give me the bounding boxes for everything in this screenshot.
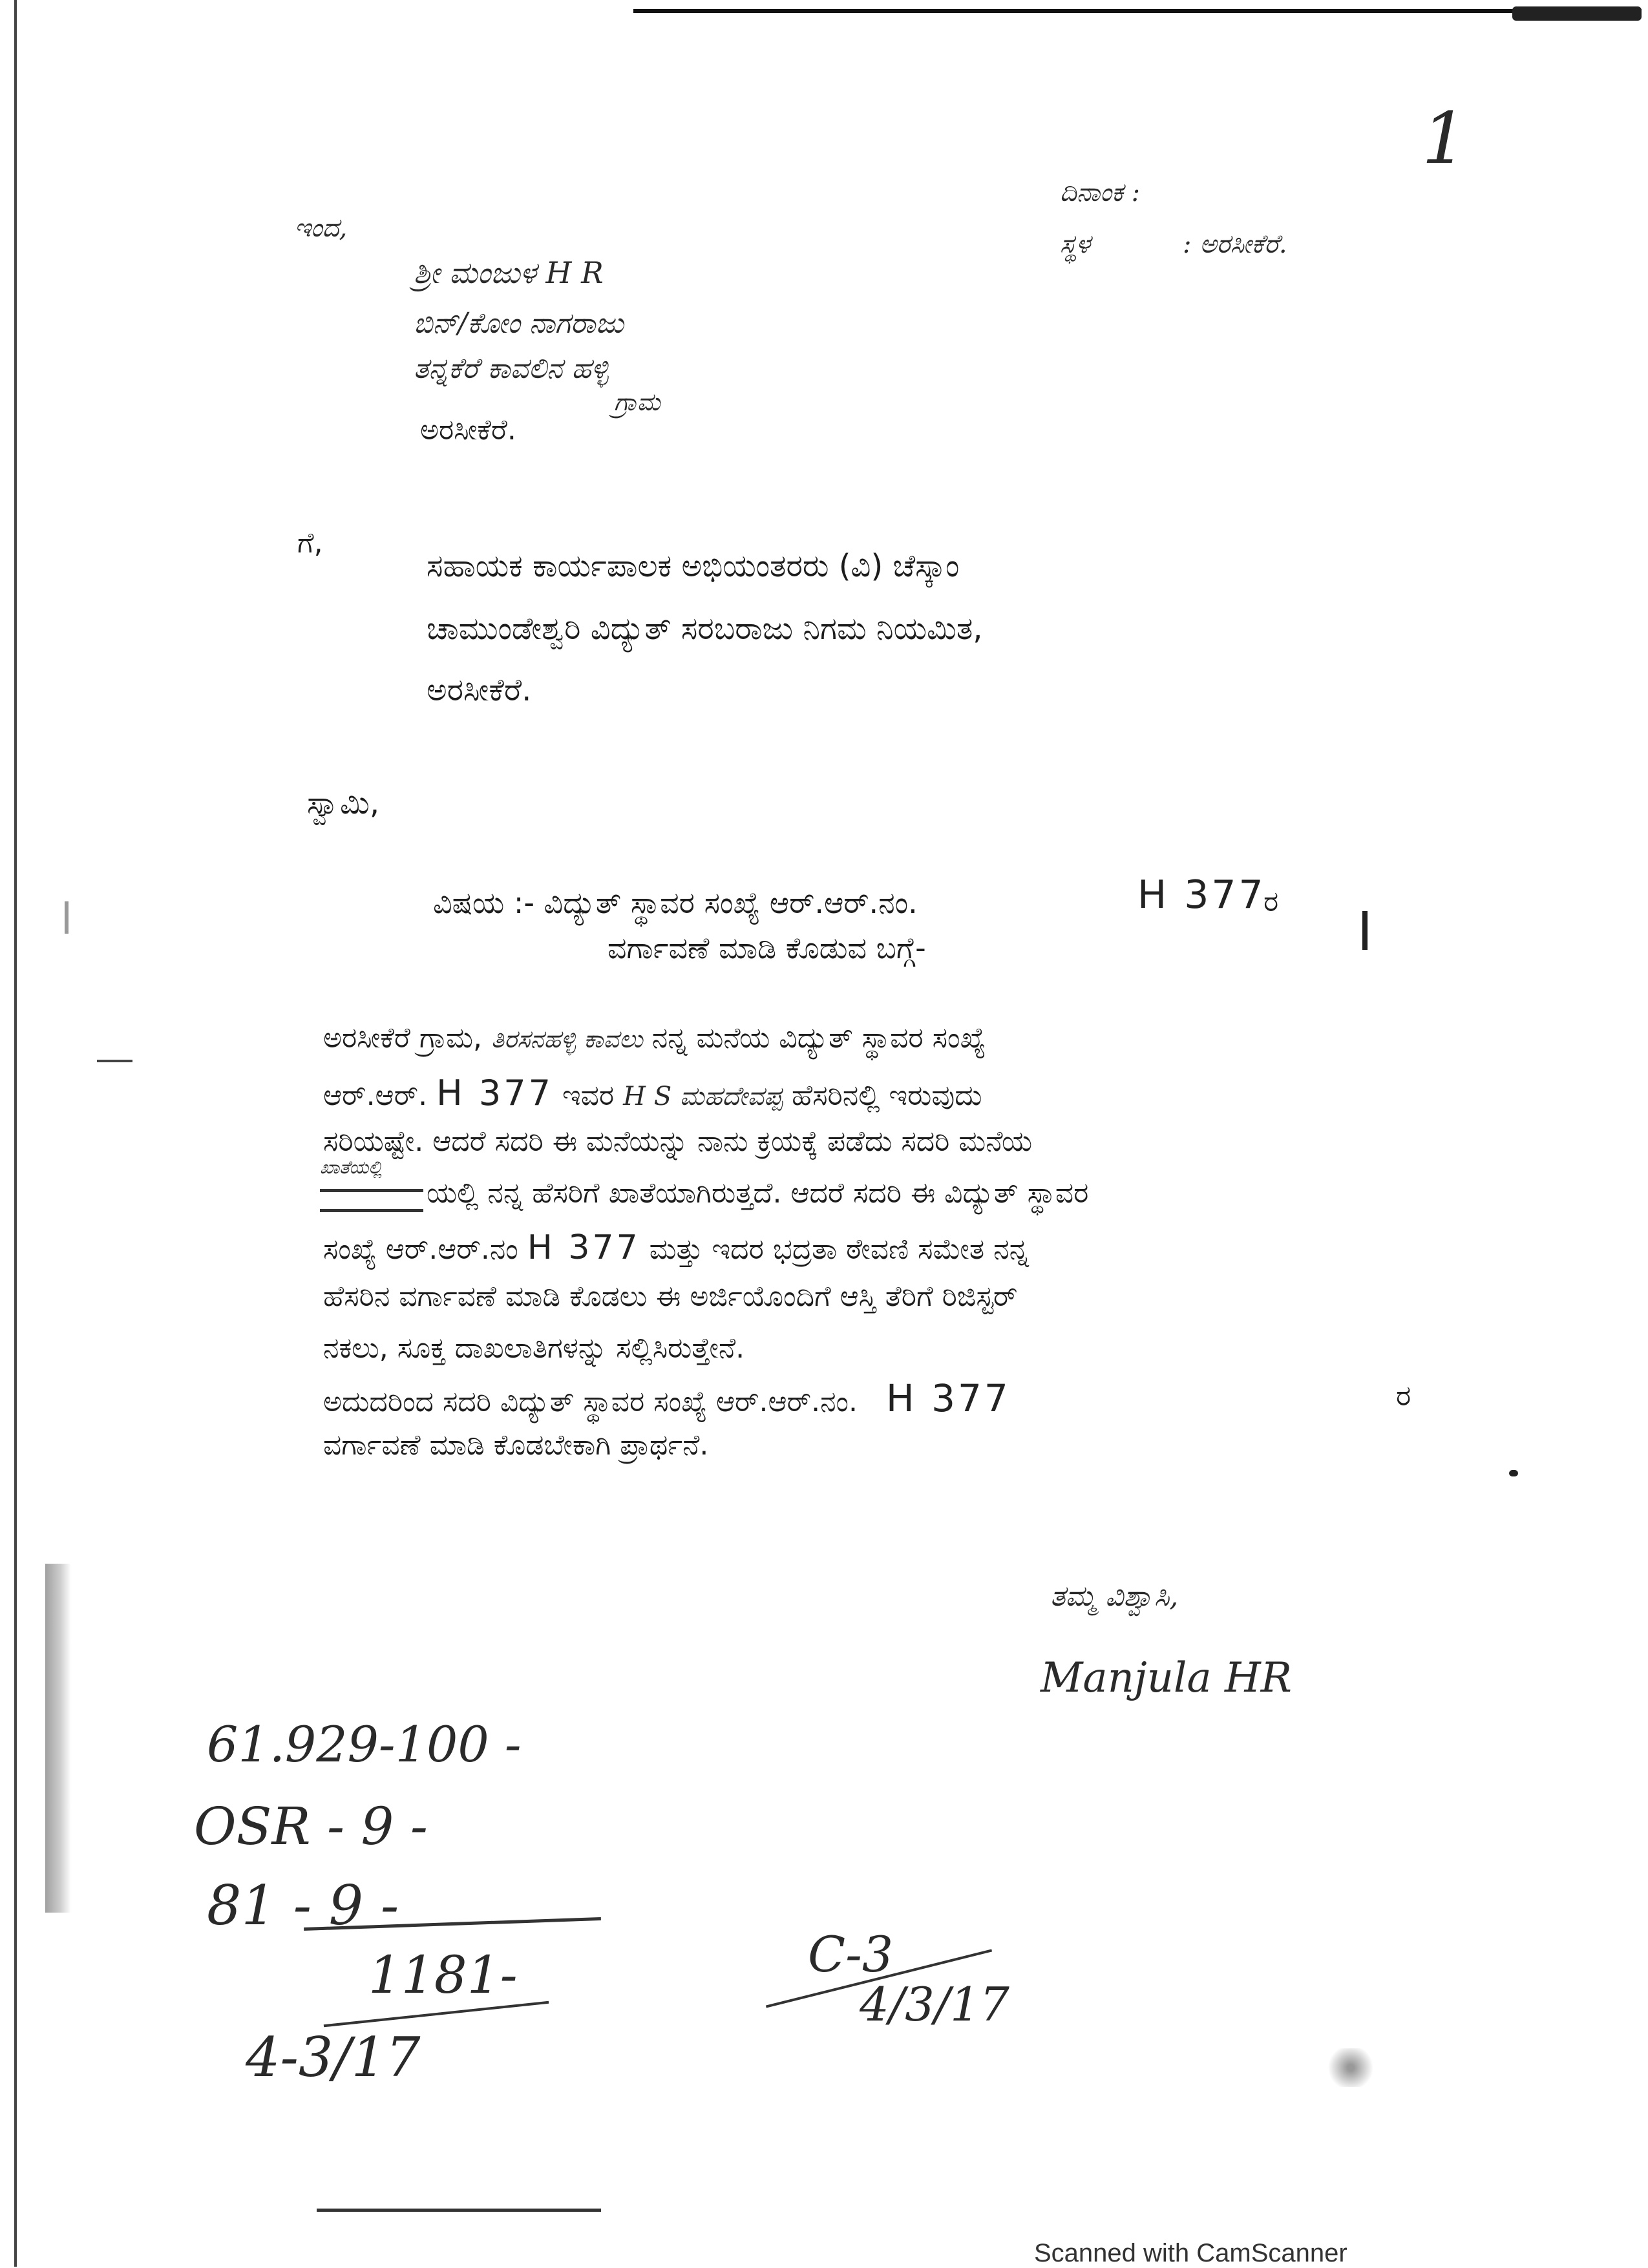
body-1d: ನನ್ನ ಮನೆಯ ವಿದ್ಯುತ್ ಸ್ಥಾವರ ಸಂಖ್ಯೆ	[651, 1022, 986, 1055]
body-line-4: ಯಲ್ಲಿ ನನ್ನ ಹೆಸರಿಗೆ ಖಾತೆಯಾಗಿರುತ್ತದೆ. ಆದರೆ ಸದರಿ ಈ ವಿದ್ಯುತ್ ಸ್ಥಾವರ	[427, 1177, 1089, 1210]
recipient-line3: ಅರಸೀಕೆರೆ.	[427, 672, 532, 708]
body-4a-overwrite: ಖಾತೆಯಲ್ಲಿ	[320, 1157, 383, 1178]
recipient-line1: ಸಹಾಯಕ ಕಾರ್ಯಪಾಲಕ ಅಭಿಯಂತರರು (ವಿ) ಚೆಸ್ಕಾಂ	[427, 548, 960, 584]
subject-line1: ವಿಷಯ :- ವಿದ್ಯುತ್ ಸ್ಥಾವರ ಸಂಖ್ಯೆ ಆರ್.ಆರ್.ನಂ.	[433, 885, 918, 920]
margin-dot-right	[1509, 1470, 1518, 1476]
sender-relation: ಬಿನ್/ಕೋಂ ನಾಗರಾಜು	[414, 307, 624, 340]
sender-address: ತನ್ನಕೆರೆ ಕಾವಲಿನ ಹಳ್ಳಿ	[414, 352, 609, 385]
calc-total: 1181-	[368, 1945, 518, 2005]
subject-line2: ವರ್ಗಾವಣೆ ಮಾಡಿ ಕೊಡುವ ಬಗ್ಗೆ-	[607, 930, 926, 965]
calc-line-2: OSR - 9 -	[194, 1796, 428, 1856]
sender-address2: ಗ್ರಾಮ	[614, 388, 660, 416]
body-4-strikeout	[320, 1189, 423, 1212]
body-5a: ಸಂಖ್ಯೆ ಆರ್.ಆರ್.ನಂ	[323, 1233, 518, 1266]
from-label: ಇಂದ,	[294, 213, 348, 243]
calc-line-3: 81 - 9 -	[207, 1874, 399, 1937]
officer-note: C-3	[808, 1926, 894, 1983]
body-1a: ಅರಸೀಕೆರೆ	[323, 1022, 410, 1055]
sender-town: ಅರಸೀಕೆರೆ.	[420, 414, 516, 446]
body-line-5	[323, 1228, 1029, 1267]
margin-dash-left	[97, 1060, 132, 1062]
signature: Manjula HR	[1041, 1654, 1292, 1702]
scan-shadow	[45, 1564, 71, 1913]
body-line-3: ಸರಿಯಷ್ಟೇ. ಆದರೆ ಸದರಿ ಈ ಮನೆಯನ್ನು ನಾನು ಕ್ರಯಕ್ಕೆ ಪಡೆದು ಸದರಿ ಮನೆಯ	[323, 1125, 1033, 1158]
calc-line-1: 61.929-100 -	[207, 1716, 522, 1773]
subject-suffix: ರ	[1263, 885, 1279, 918]
body-8c: ರ	[1396, 1380, 1411, 1412]
body-2d: H S ಮಹದೇವಪ್ಪ	[623, 1082, 783, 1111]
scan-smudge	[1325, 2048, 1377, 2087]
body-line-8	[323, 1376, 1011, 1420]
body-2a: ಆರ್.ಆರ್.	[323, 1079, 428, 1112]
salutation: ಸ್ವಾಮಿ,	[307, 785, 380, 821]
top-edge-line	[633, 9, 1642, 13]
body-2b: H 377	[436, 1073, 553, 1113]
sender-name: ಶ್ರೀ ಮಂಜುಳ H R	[414, 255, 604, 290]
body-5b: H 377	[527, 1228, 640, 1267]
body-2e: ಹೆಸರಿನಲ್ಲಿ ಇರುವುದು	[791, 1079, 982, 1112]
recipient-line2: ಚಾಮುಂಡೇಶ್ವರಿ ವಿದ್ಯುತ್ ಸರಬರಾಜು ನಿಗಮ ನಿಯಮಿತ,	[427, 611, 983, 647]
body-line-1	[323, 1024, 986, 1053]
body-1b: ಗ್ರಾಮ,	[419, 1022, 491, 1055]
top-edge-blot	[1512, 6, 1642, 21]
officer-date: 4/3/17	[860, 1977, 1009, 2032]
body-line-9: ವರ್ಗಾವಣೆ ಮಾಡಿ ಕೊಡಬೇಕಾಗಿ ಪ್ರಾರ್ಥನೆ.	[323, 1429, 709, 1462]
place-label: ಸ್ಥಳ	[1060, 229, 1090, 259]
margin-mark-right	[1362, 911, 1368, 950]
body-2c: ಇವರ	[562, 1079, 624, 1112]
body-line-6: ಹೆಸರಿನ ವರ್ಗಾವಣೆ ಮಾಡಿ ಕೊಡಲು ಈ ಅರ್ಜಿಯೊಂದಿಗೆ ಆಸ್ತಿ ತೆರಿಗೆ ರಿಜಿಸ್ಟರ್	[323, 1280, 1018, 1313]
body-5c: ಮತ್ತು ಇದರ ಭದ್ರತಾ ಠೇವಣಿ ಸಮೇತ ನನ್ನ	[649, 1233, 1029, 1266]
closing-yours: ತಮ್ಮ ವಿಶ್ವಾಸಿ,	[1050, 1580, 1179, 1613]
scanner-watermark: Scanned with CamScanner	[1034, 2239, 1347, 2267]
body-1c: ತಿರಸನಹಳ್ಳಿ ಕಾವಲು	[491, 1025, 643, 1053]
subject-rr-number: H 377	[1137, 872, 1266, 918]
body-line-2	[323, 1073, 982, 1113]
bottom-rule	[317, 2209, 601, 2212]
body-8a: ಅದುದರಿಂದ ಸದರಿ ವಿದ್ಯುತ್ ಸ್ಥಾವರ ಸಂಖ್ಯೆ ಆರ್.ಆರ್.ನಂ.	[323, 1385, 858, 1418]
margin-mark-left	[65, 901, 69, 934]
body-8b: H 377	[886, 1376, 1011, 1420]
left-edge-line	[14, 0, 17, 2267]
calc-date: 4-3/17	[246, 2026, 421, 2089]
body-line-7: ನಕಲು, ಸೂಕ್ತ ದಾಖಲಾತಿಗಳನ್ನು ಸಲ್ಲಿಸಿರುತ್ತೇನೆ.	[323, 1332, 745, 1365]
place-value: : ಅರಸೀಕೆರೆ.	[1183, 229, 1287, 259]
page-mark: 1	[1422, 97, 1467, 180]
date-label: ದಿನಾಂಕ :	[1060, 178, 1141, 207]
to-label: ಗೆ,	[297, 527, 323, 560]
